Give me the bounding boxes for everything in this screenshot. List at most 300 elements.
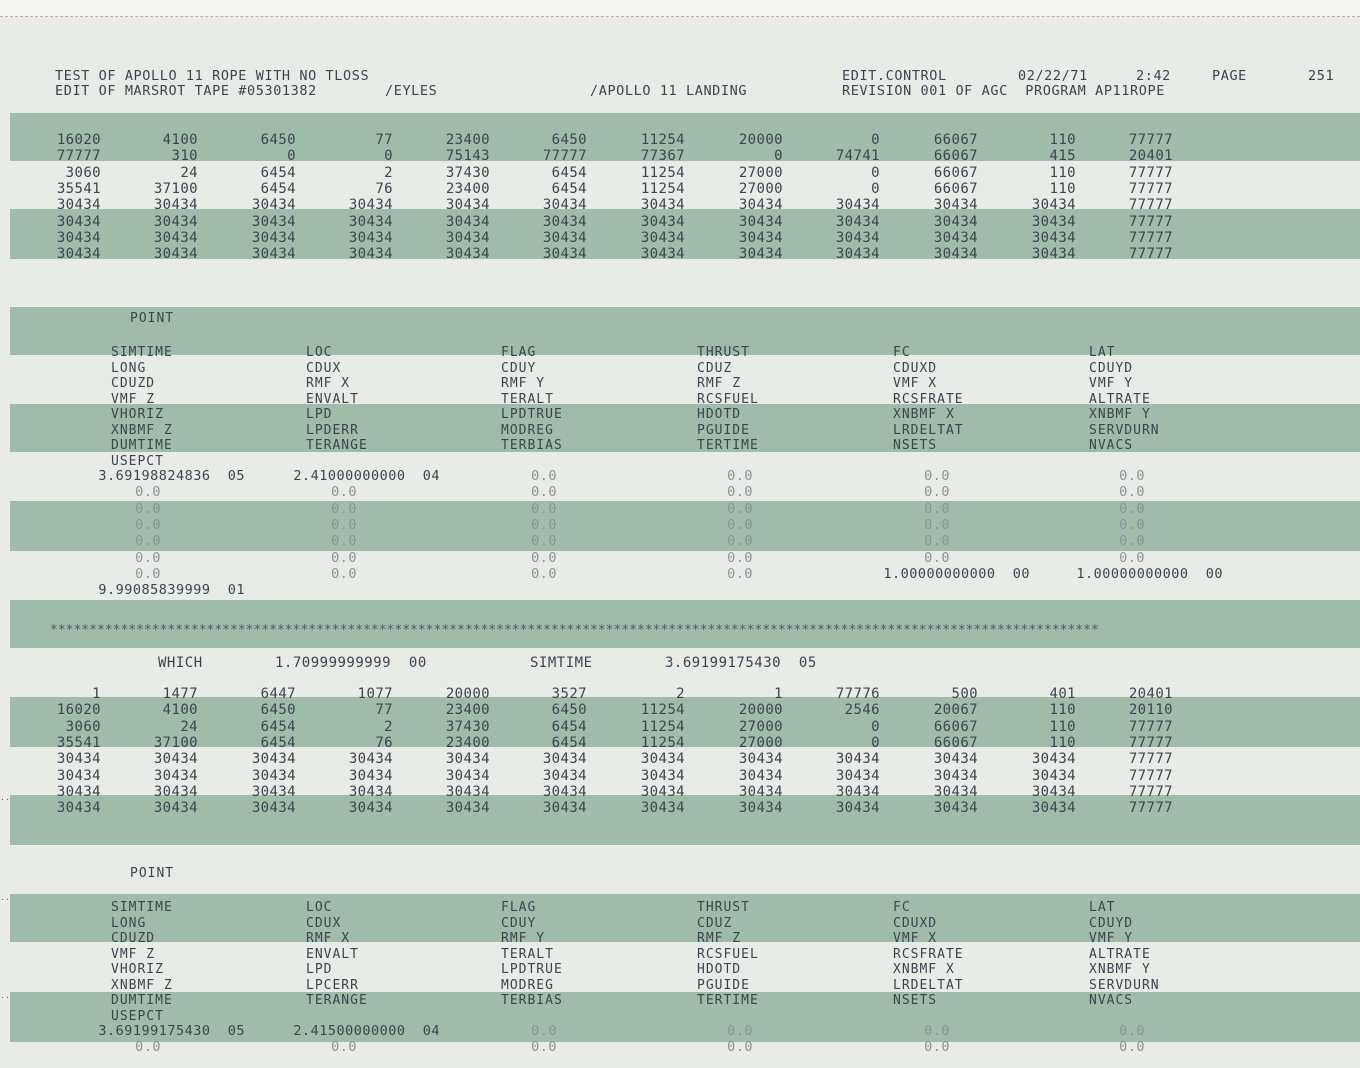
octal-cell: 30434 — [738, 229, 783, 246]
simtime-value: 3.69198824836 05 — [98, 468, 245, 484]
field-label: CDUY — [501, 360, 537, 376]
field-value: 0.0 — [924, 1039, 950, 1056]
octal-cell: 30434 — [56, 197, 101, 214]
octal-cell: 35541 — [56, 180, 101, 197]
field-label: VMF X — [893, 931, 938, 946]
header-time: 2:42 — [1136, 68, 1171, 84]
field-label: CDUZD — [111, 931, 156, 946]
octal-cell: 77777 — [1128, 197, 1173, 214]
field-value: 0.0 — [531, 500, 557, 517]
octal-cell: 66067 — [933, 132, 978, 148]
field-value: 0.0 — [727, 468, 753, 484]
octal-cell: 3060 — [65, 164, 101, 181]
octal-cell: 30434 — [1031, 751, 1076, 768]
octal-cell: 11254 — [640, 734, 685, 751]
octal-cell: 11254 — [640, 164, 685, 181]
octal-cell: 30434 — [542, 229, 587, 246]
octal-cell: 0 — [871, 718, 880, 735]
field-label: RCSFUEL — [697, 946, 759, 962]
field-label: XNBMF Z — [111, 977, 173, 993]
octal-cell: 30434 — [738, 767, 783, 784]
octal-cell: 110 — [1049, 164, 1076, 181]
octal-cell: 415 — [1049, 148, 1076, 165]
octal-cell: 0 — [384, 148, 393, 165]
field-value: 0.0 — [135, 549, 161, 566]
octal-cell: 20401 — [1128, 686, 1173, 702]
octal-cell: 6454 — [260, 718, 296, 735]
octal-cell: 30434 — [835, 767, 880, 784]
octal-cell: 1 — [774, 686, 783, 702]
octal-cell: 24 — [180, 164, 198, 181]
margin-mark: ·· — [0, 895, 10, 904]
octal-cell: 3060 — [65, 718, 101, 735]
loc-value: 2.41500000000 04 — [293, 1023, 440, 1039]
octal-cell: 30434 — [153, 213, 198, 230]
octal-cell: 30434 — [933, 246, 978, 263]
field-label: USEPCT — [111, 1008, 164, 1024]
octal-cell: 30434 — [153, 783, 198, 800]
octal-cell: 30434 — [153, 751, 198, 768]
field-value: 0.0 — [135, 533, 161, 550]
octal-cell: 30434 — [933, 229, 978, 246]
field-label: VMF Z — [111, 946, 156, 962]
field-value: 0.0 — [1119, 484, 1145, 501]
field-value: 0.0 — [531, 484, 557, 501]
octal-cell: 77 — [375, 702, 393, 719]
octal-cell: 30434 — [251, 783, 296, 800]
simtime-value: 3.69199175430 05 — [665, 655, 817, 671]
octal-cell: 401 — [1049, 686, 1076, 702]
field-label: LPCERR — [306, 977, 359, 993]
octal-cell: 30434 — [56, 751, 101, 768]
field-value: 0.0 — [331, 1039, 357, 1056]
field-label: TERTIME — [697, 993, 759, 1008]
field-value: 0.0 — [727, 484, 753, 501]
octal-cell: 30434 — [1031, 767, 1076, 784]
field-value: 0.0 — [135, 1039, 161, 1056]
octal-cell: 30434 — [738, 213, 783, 230]
octal-cell: 30434 — [542, 751, 587, 768]
field-label: FLAG — [501, 345, 537, 360]
octal-cell: 30434 — [1031, 213, 1076, 230]
octal-cell: 30434 — [933, 800, 978, 817]
octal-cell: 37100 — [153, 180, 198, 197]
field-value: 0.0 — [531, 565, 557, 582]
octal-cell: 30434 — [933, 783, 978, 800]
octal-cell: 30434 — [153, 229, 198, 246]
field-label: CDUZ — [697, 915, 733, 931]
octal-cell: 77 — [375, 132, 393, 148]
octal-cell: 30434 — [56, 800, 101, 817]
octal-cell: 30434 — [640, 800, 685, 817]
octal-cell: 16020 — [56, 132, 101, 148]
loc-value: 2.41000000000 04 — [293, 468, 440, 484]
field-label: XNBMF Y — [1089, 962, 1151, 977]
octal-cell: 30434 — [1031, 229, 1076, 246]
field-label: LRDELTAT — [893, 977, 964, 993]
octal-cell: 1077 — [357, 686, 393, 702]
octal-cell: 66067 — [933, 148, 978, 165]
octal-cell: 23400 — [445, 702, 490, 719]
octal-cell: 66067 — [933, 734, 978, 751]
band — [10, 894, 1360, 942]
field-value: 0.0 — [331, 516, 357, 533]
field-label: PGUIDE — [697, 422, 750, 438]
octal-cell: 30434 — [348, 800, 393, 817]
octal-cell: 30434 — [835, 213, 880, 230]
field-value: 0.0 — [331, 500, 357, 517]
octal-cell: 66067 — [933, 180, 978, 197]
octal-cell: 2546 — [844, 702, 880, 719]
octal-cell: 30434 — [933, 213, 978, 230]
field-value: 0.0 — [1119, 1023, 1145, 1039]
field-label: LAT — [1089, 345, 1116, 360]
octal-cell: 66067 — [933, 164, 978, 181]
field-value: 0.0 — [1119, 516, 1145, 533]
field-label: HDOTD — [697, 962, 742, 977]
octal-cell: 30434 — [445, 800, 490, 817]
octal-cell: 77777 — [1128, 164, 1173, 181]
octal-cell: 30434 — [348, 213, 393, 230]
field-label: RCSFUEL — [697, 391, 759, 407]
field-label: XNBMF X — [893, 407, 955, 422]
octal-cell: 30434 — [835, 197, 880, 214]
octal-cell: 30434 — [542, 800, 587, 817]
field-label: CDUXD — [893, 360, 938, 376]
field-label: LONG — [111, 915, 147, 931]
octal-cell: 30434 — [933, 767, 978, 784]
field-value: 0.0 — [135, 500, 161, 517]
separator-line: ************************************************************************************************************************************** — [50, 623, 1099, 638]
field-value: 0.0 — [331, 533, 357, 550]
field-value: 0.0 — [531, 533, 557, 550]
field-label: RMF X — [306, 931, 351, 946]
field-label: XNBMF X — [893, 962, 955, 977]
octal-cell: 30434 — [445, 767, 490, 784]
octal-cell: 20067 — [933, 702, 978, 719]
octal-cell: 30434 — [835, 800, 880, 817]
octal-cell: 30434 — [640, 213, 685, 230]
field-value: 0.0 — [1119, 468, 1145, 484]
octal-cell: 16020 — [56, 702, 101, 719]
octal-cell: 30434 — [56, 213, 101, 230]
octal-cell: 77777 — [1128, 800, 1173, 817]
field-label: TERANGE — [306, 438, 368, 453]
octal-cell: 30434 — [738, 783, 783, 800]
field-label: ENVALT — [306, 946, 359, 962]
field-label: LONG — [111, 360, 147, 376]
field-label: NVACS — [1089, 993, 1134, 1008]
paper-top-edge — [0, 0, 1360, 17]
octal-cell: 30434 — [251, 197, 296, 214]
octal-cell: 30434 — [640, 767, 685, 784]
point-title: POINT — [130, 866, 175, 881]
field-label: LRDELTAT — [893, 422, 964, 438]
octal-cell: 2 — [384, 718, 393, 735]
octal-cell: 6454 — [260, 734, 296, 751]
octal-cell: 310 — [171, 148, 198, 165]
field-label: RCSFRATE — [893, 946, 964, 962]
header-edit-control: EDIT.CONTROL — [842, 68, 947, 84]
octal-cell: 30434 — [640, 783, 685, 800]
octal-cell: 77777 — [1128, 246, 1173, 263]
octal-cell: 30434 — [835, 751, 880, 768]
which-value: 1.70999999999 00 — [275, 655, 427, 671]
field-label: NSETS — [893, 993, 938, 1008]
octal-cell: 4100 — [162, 702, 198, 719]
octal-cell: 77777 — [1128, 751, 1173, 768]
octal-cell: 24 — [180, 718, 198, 735]
octal-cell: 6450 — [551, 702, 587, 719]
octal-cell: 30434 — [738, 246, 783, 263]
octal-cell: 110 — [1049, 180, 1076, 197]
simtime-value: 3.69199175430 05 — [98, 1023, 245, 1039]
octal-cell: 77777 — [1128, 132, 1173, 148]
octal-cell: 30434 — [251, 246, 296, 263]
octal-cell: 30434 — [251, 213, 296, 230]
field-label: MODREG — [501, 422, 554, 438]
field-label: RCSFRATE — [893, 391, 964, 407]
field-label: ALTRATE — [1089, 391, 1151, 407]
octal-cell: 30434 — [1031, 783, 1076, 800]
octal-cell: 0 — [871, 180, 880, 197]
octal-cell: 27000 — [738, 734, 783, 751]
octal-cell: 3527 — [551, 686, 587, 702]
octal-cell: 77777 — [542, 148, 587, 165]
octal-cell: 30434 — [153, 800, 198, 817]
header-page-number: 251 — [1308, 68, 1335, 84]
field-label: VMF Z — [111, 391, 156, 407]
octal-cell: 77777 — [1128, 180, 1173, 197]
octal-cell: 30434 — [640, 197, 685, 214]
field-label: SERVDURN — [1089, 977, 1160, 993]
octal-cell: 37430 — [445, 718, 490, 735]
octal-cell: 77777 — [1128, 213, 1173, 230]
octal-cell: 110 — [1049, 702, 1076, 719]
octal-cell: 1477 — [162, 686, 198, 702]
octal-cell: 6454 — [551, 164, 587, 181]
field-value: 0.0 — [924, 500, 950, 517]
octal-cell: 30434 — [251, 751, 296, 768]
field-label: VMF Y — [1089, 931, 1134, 946]
octal-cell: 6454 — [260, 180, 296, 197]
field-label: FC — [893, 345, 911, 360]
octal-cell: 1 — [92, 686, 101, 702]
octal-cell: 30434 — [542, 197, 587, 214]
field-label: LPDTRUE — [501, 407, 563, 422]
octal-cell: 30434 — [640, 229, 685, 246]
field-label: RMF Y — [501, 376, 546, 391]
field-label: CDUZ — [697, 360, 733, 376]
field-label: SERVDURN — [1089, 422, 1160, 438]
field-value: 0.0 — [1119, 549, 1145, 566]
octal-cell: 30434 — [348, 783, 393, 800]
octal-cell: 30434 — [542, 246, 587, 263]
octal-cell: 30434 — [835, 246, 880, 263]
field-label: ENVALT — [306, 391, 359, 407]
octal-cell: 77777 — [1128, 767, 1173, 784]
octal-cell: 500 — [951, 686, 978, 702]
octal-cell: 30434 — [348, 229, 393, 246]
point-title: POINT — [130, 311, 175, 326]
octal-cell: 30434 — [153, 767, 198, 784]
octal-cell: 30434 — [348, 751, 393, 768]
octal-cell: 30434 — [445, 751, 490, 768]
field-label: MODREG — [501, 977, 554, 993]
octal-cell: 11254 — [640, 180, 685, 197]
octal-cell: 30434 — [445, 783, 490, 800]
octal-cell: 66067 — [933, 718, 978, 735]
field-label: CDUXD — [893, 915, 938, 931]
octal-cell: 27000 — [738, 164, 783, 181]
field-label: RMF X — [306, 376, 351, 391]
octal-cell: 75143 — [445, 148, 490, 165]
octal-cell: 6454 — [551, 718, 587, 735]
field-value: 0.0 — [531, 516, 557, 533]
octal-cell: 30434 — [348, 767, 393, 784]
octal-cell: 20000 — [738, 702, 783, 719]
field-label: CDUYD — [1089, 360, 1134, 376]
octal-cell: 6454 — [260, 164, 296, 181]
field-label: TERALT — [501, 946, 554, 962]
octal-cell: 30434 — [640, 246, 685, 263]
octal-cell: 30434 — [445, 197, 490, 214]
field-label: SIMTIME — [111, 900, 173, 915]
field-label: XNBMF Z — [111, 422, 173, 438]
field-label: TERALT — [501, 391, 554, 407]
field-label: LPDERR — [306, 422, 359, 438]
octal-cell: 23400 — [445, 734, 490, 751]
field-label: CDUY — [501, 915, 537, 931]
field-label: SIMTIME — [111, 345, 173, 360]
field-value: 0.0 — [924, 468, 950, 484]
field-label: VMF Y — [1089, 376, 1134, 391]
octal-cell: 30434 — [933, 197, 978, 214]
field-label: USEPCT — [111, 453, 164, 469]
octal-cell: 37430 — [445, 164, 490, 181]
field-value: 0.0 — [727, 500, 753, 517]
field-value: 1.00000000000 00 — [1076, 565, 1223, 582]
field-label: TERANGE — [306, 993, 368, 1008]
field-value: 0.0 — [331, 565, 357, 582]
octal-cell: 30434 — [1031, 800, 1076, 817]
field-label: CDUX — [306, 360, 342, 376]
octal-cell: 74741 — [835, 148, 880, 165]
octal-cell: 30434 — [348, 197, 393, 214]
field-value: 0.0 — [924, 1023, 950, 1039]
margin-mark: ·· — [0, 795, 10, 804]
octal-cell: 6454 — [551, 734, 587, 751]
octal-cell: 77776 — [835, 686, 880, 702]
octal-cell: 37100 — [153, 734, 198, 751]
margin-mark: ·· — [0, 993, 10, 1002]
octal-cell: 23400 — [445, 180, 490, 197]
octal-cell: 6450 — [260, 702, 296, 719]
octal-cell: 30434 — [445, 213, 490, 230]
octal-cell: 2 — [384, 164, 393, 181]
octal-cell: 30434 — [56, 246, 101, 263]
octal-cell: 30434 — [738, 197, 783, 214]
field-label: CDUYD — [1089, 915, 1134, 931]
field-value: 0.0 — [531, 549, 557, 566]
field-value: 0.0 — [727, 1039, 753, 1056]
field-value: 0.0 — [1119, 533, 1145, 550]
field-label: TERBIAS — [501, 438, 563, 453]
octal-cell: 30434 — [251, 229, 296, 246]
field-value: 1.00000000000 00 — [883, 565, 1030, 582]
octal-cell: 35541 — [56, 734, 101, 751]
field-value: 0.0 — [924, 549, 950, 566]
octal-cell: 0 — [871, 132, 880, 148]
field-label: LOC — [306, 345, 333, 360]
field-label: TERBIAS — [501, 993, 563, 1008]
octal-cell: 76 — [375, 180, 393, 197]
octal-cell: 4100 — [162, 132, 198, 148]
octal-cell: 77777 — [1128, 718, 1173, 735]
field-label: LPD — [306, 962, 333, 977]
octal-cell: 30434 — [251, 800, 296, 817]
octal-cell: 2 — [676, 686, 685, 702]
field-label: NVACS — [1089, 438, 1134, 453]
field-value: 0.0 — [924, 533, 950, 550]
octal-cell: 30434 — [56, 229, 101, 246]
field-label: HDOTD — [697, 407, 742, 422]
octal-cell: 77777 — [56, 148, 101, 165]
field-label: THRUST — [697, 900, 750, 915]
field-label: CDUZD — [111, 376, 156, 391]
octal-cell: 30434 — [445, 229, 490, 246]
header-author: /EYLES — [385, 83, 438, 99]
octal-cell: 0 — [871, 164, 880, 181]
header-mission: /APOLLO 11 LANDING — [590, 83, 748, 99]
octal-cell: 30434 — [1031, 197, 1076, 214]
octal-cell: 6450 — [551, 132, 587, 148]
octal-cell: 77777 — [1128, 783, 1173, 800]
octal-cell: 11254 — [640, 702, 685, 719]
field-value: 0.0 — [331, 549, 357, 566]
field-label: VMF X — [893, 376, 938, 391]
band — [10, 307, 1360, 355]
field-value: 0.0 — [135, 565, 161, 582]
field-label: NSETS — [893, 438, 938, 453]
octal-cell: 77367 — [640, 148, 685, 165]
octal-cell: 110 — [1049, 718, 1076, 735]
octal-cell: 77777 — [1128, 734, 1173, 751]
header-title: TEST OF APOLLO 11 ROPE WITH NO TLOSS — [55, 68, 370, 84]
octal-cell: 0 — [871, 734, 880, 751]
field-value: 0.0 — [135, 516, 161, 533]
octal-cell: 110 — [1049, 132, 1076, 148]
field-label: LPDTRUE — [501, 962, 563, 977]
octal-cell: 20401 — [1128, 148, 1173, 165]
field-value: 0.0 — [331, 484, 357, 501]
octal-cell: 0 — [287, 148, 296, 165]
field-value: 0.0 — [924, 516, 950, 533]
field-value: 0.0 — [727, 533, 753, 550]
octal-cell: 30434 — [153, 246, 198, 263]
field-label: TERTIME — [697, 438, 759, 453]
octal-cell: 30434 — [542, 783, 587, 800]
octal-cell: 0 — [774, 148, 783, 165]
field-label: LOC — [306, 900, 333, 915]
octal-cell: 30434 — [835, 783, 880, 800]
field-label: RMF Y — [501, 931, 546, 946]
octal-cell: 30434 — [738, 800, 783, 817]
field-value: 0.0 — [135, 484, 161, 501]
field-label: CDUX — [306, 915, 342, 931]
field-value: 0.0 — [727, 549, 753, 566]
octal-cell: 30434 — [835, 229, 880, 246]
